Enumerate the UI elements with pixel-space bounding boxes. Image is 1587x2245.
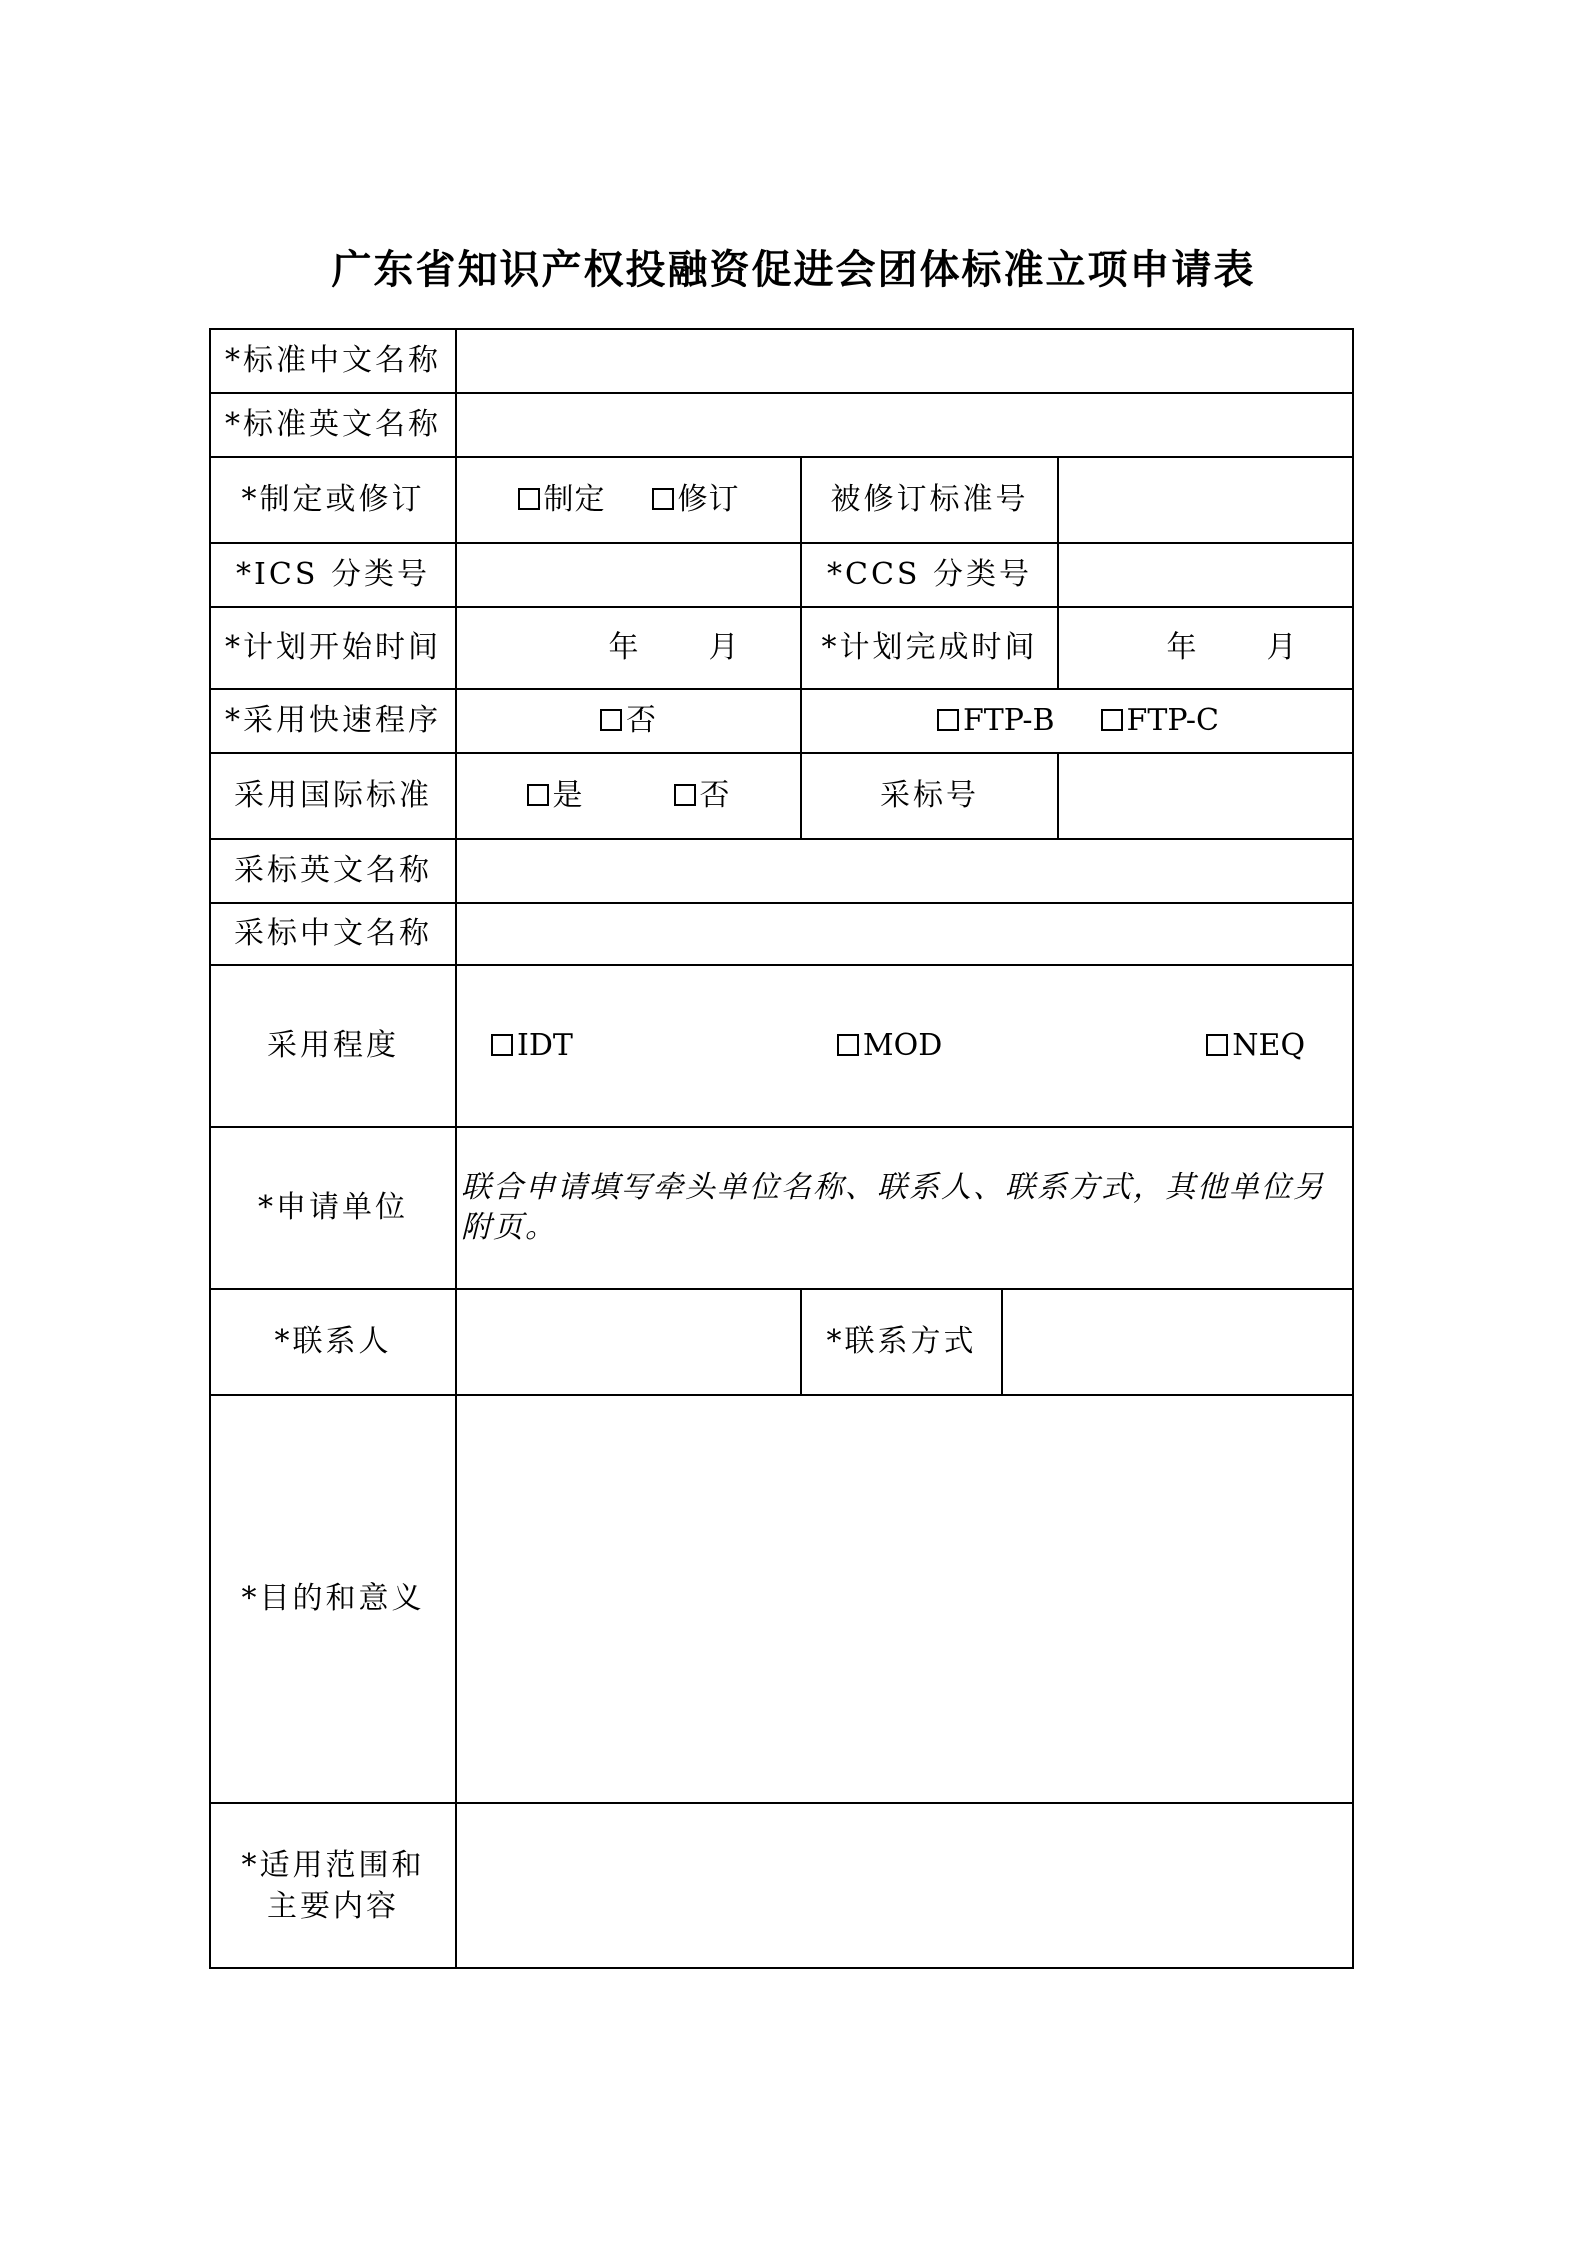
mod-checkbox-option[interactable]: MOD bbox=[837, 1026, 942, 1067]
en-name-label: *标准英文名称 bbox=[211, 394, 457, 458]
make-revise-options bbox=[457, 458, 802, 544]
fast-track-ftp-cell bbox=[802, 690, 1354, 754]
adopt-en-name-field[interactable] bbox=[457, 840, 1354, 904]
checkbox-icon bbox=[837, 1034, 859, 1056]
ics-label: *ICS 分类号 bbox=[211, 544, 457, 608]
fast-no-checkbox-option[interactable]: 否 bbox=[600, 701, 657, 742]
checkbox-icon bbox=[652, 488, 674, 510]
make-checkbox-option[interactable]: 制定 bbox=[518, 480, 606, 521]
contact-method-label: *联系方式 bbox=[802, 1290, 1003, 1396]
ftp-c-checkbox-option[interactable]: FTP-C bbox=[1101, 701, 1219, 742]
page-title: 广东省知识产权投融资促进会团体标准立项申请表 bbox=[331, 247, 1256, 293]
plan-start-label: *计划开始时间 bbox=[211, 608, 457, 690]
adopt-intl-options bbox=[457, 754, 802, 840]
revised-std-no-label: 被修订标准号 bbox=[802, 458, 1059, 544]
year-label: 年 bbox=[608, 629, 639, 665]
adopt-cn-name-label: 采标中文名称 bbox=[211, 904, 457, 966]
adopt-no-field[interactable] bbox=[1059, 754, 1354, 840]
fast-track-no-cell bbox=[457, 690, 802, 754]
adopt-cn-name-field[interactable] bbox=[457, 904, 1354, 966]
adopt-yes-checkbox-option[interactable]: 是 bbox=[527, 776, 584, 817]
contact-method-field[interactable] bbox=[1003, 1290, 1354, 1396]
ccs-field[interactable] bbox=[1059, 544, 1354, 608]
cn-name-label: *标准中文名称 bbox=[211, 330, 457, 394]
ics-field[interactable] bbox=[457, 544, 802, 608]
contact-field[interactable] bbox=[457, 1290, 802, 1396]
adopt-intl-label: 采用国际标准 bbox=[211, 754, 457, 840]
checkbox-icon bbox=[674, 784, 696, 806]
applicant-note: 联合申请填写牵头单位名称、联系人、联系方式，其他单位另附页。 bbox=[461, 1169, 1325, 1245]
checkbox-icon bbox=[1101, 709, 1123, 731]
revise-checkbox-option[interactable]: 修订 bbox=[652, 480, 740, 521]
scope-field[interactable] bbox=[457, 1804, 1354, 1969]
checkbox-icon bbox=[527, 784, 549, 806]
neq-checkbox-option[interactable]: NEQ bbox=[1206, 1026, 1305, 1067]
revised-std-no-field[interactable] bbox=[1059, 458, 1354, 544]
adopt-degree-options bbox=[457, 966, 1354, 1128]
year-label: 年 bbox=[1166, 629, 1197, 665]
application-form-table bbox=[209, 328, 1354, 1969]
ccs-label: *CCS 分类号 bbox=[802, 544, 1059, 608]
adopt-en-name-label: 采标英文名称 bbox=[211, 840, 457, 904]
plan-end-label: *计划完成时间 bbox=[802, 608, 1059, 690]
cn-name-field[interactable] bbox=[457, 330, 1354, 394]
adopt-no-label: 采标号 bbox=[802, 754, 1059, 840]
month-label: 月 bbox=[708, 629, 739, 665]
purpose-label: *目的和意义 bbox=[211, 1396, 457, 1804]
plan-end-field[interactable] bbox=[1059, 608, 1354, 690]
make-revise-label: *制定或修订 bbox=[211, 458, 457, 544]
contact-label: *联系人 bbox=[211, 1290, 457, 1396]
month-label: 月 bbox=[1266, 629, 1297, 665]
ftp-b-checkbox-option[interactable]: FTP-B bbox=[937, 701, 1055, 742]
en-name-field[interactable] bbox=[457, 394, 1354, 458]
checkbox-icon bbox=[937, 709, 959, 731]
plan-start-field[interactable] bbox=[457, 608, 802, 690]
scope-label: *适用范围和 主要内容 bbox=[211, 1804, 457, 1969]
adopt-no-checkbox-option[interactable]: 否 bbox=[674, 776, 731, 817]
adopt-degree-label: 采用程度 bbox=[211, 966, 457, 1128]
fast-track-label: *采用快速程序 bbox=[211, 690, 457, 754]
checkbox-icon bbox=[1206, 1034, 1228, 1056]
checkbox-icon bbox=[518, 488, 540, 510]
idt-checkbox-option[interactable]: IDT bbox=[491, 1026, 573, 1067]
purpose-field[interactable] bbox=[457, 1396, 1354, 1804]
checkbox-icon bbox=[600, 709, 622, 731]
applicant-field[interactable] bbox=[457, 1128, 1354, 1290]
checkbox-icon bbox=[491, 1034, 513, 1056]
applicant-label: *申请单位 bbox=[211, 1128, 457, 1290]
